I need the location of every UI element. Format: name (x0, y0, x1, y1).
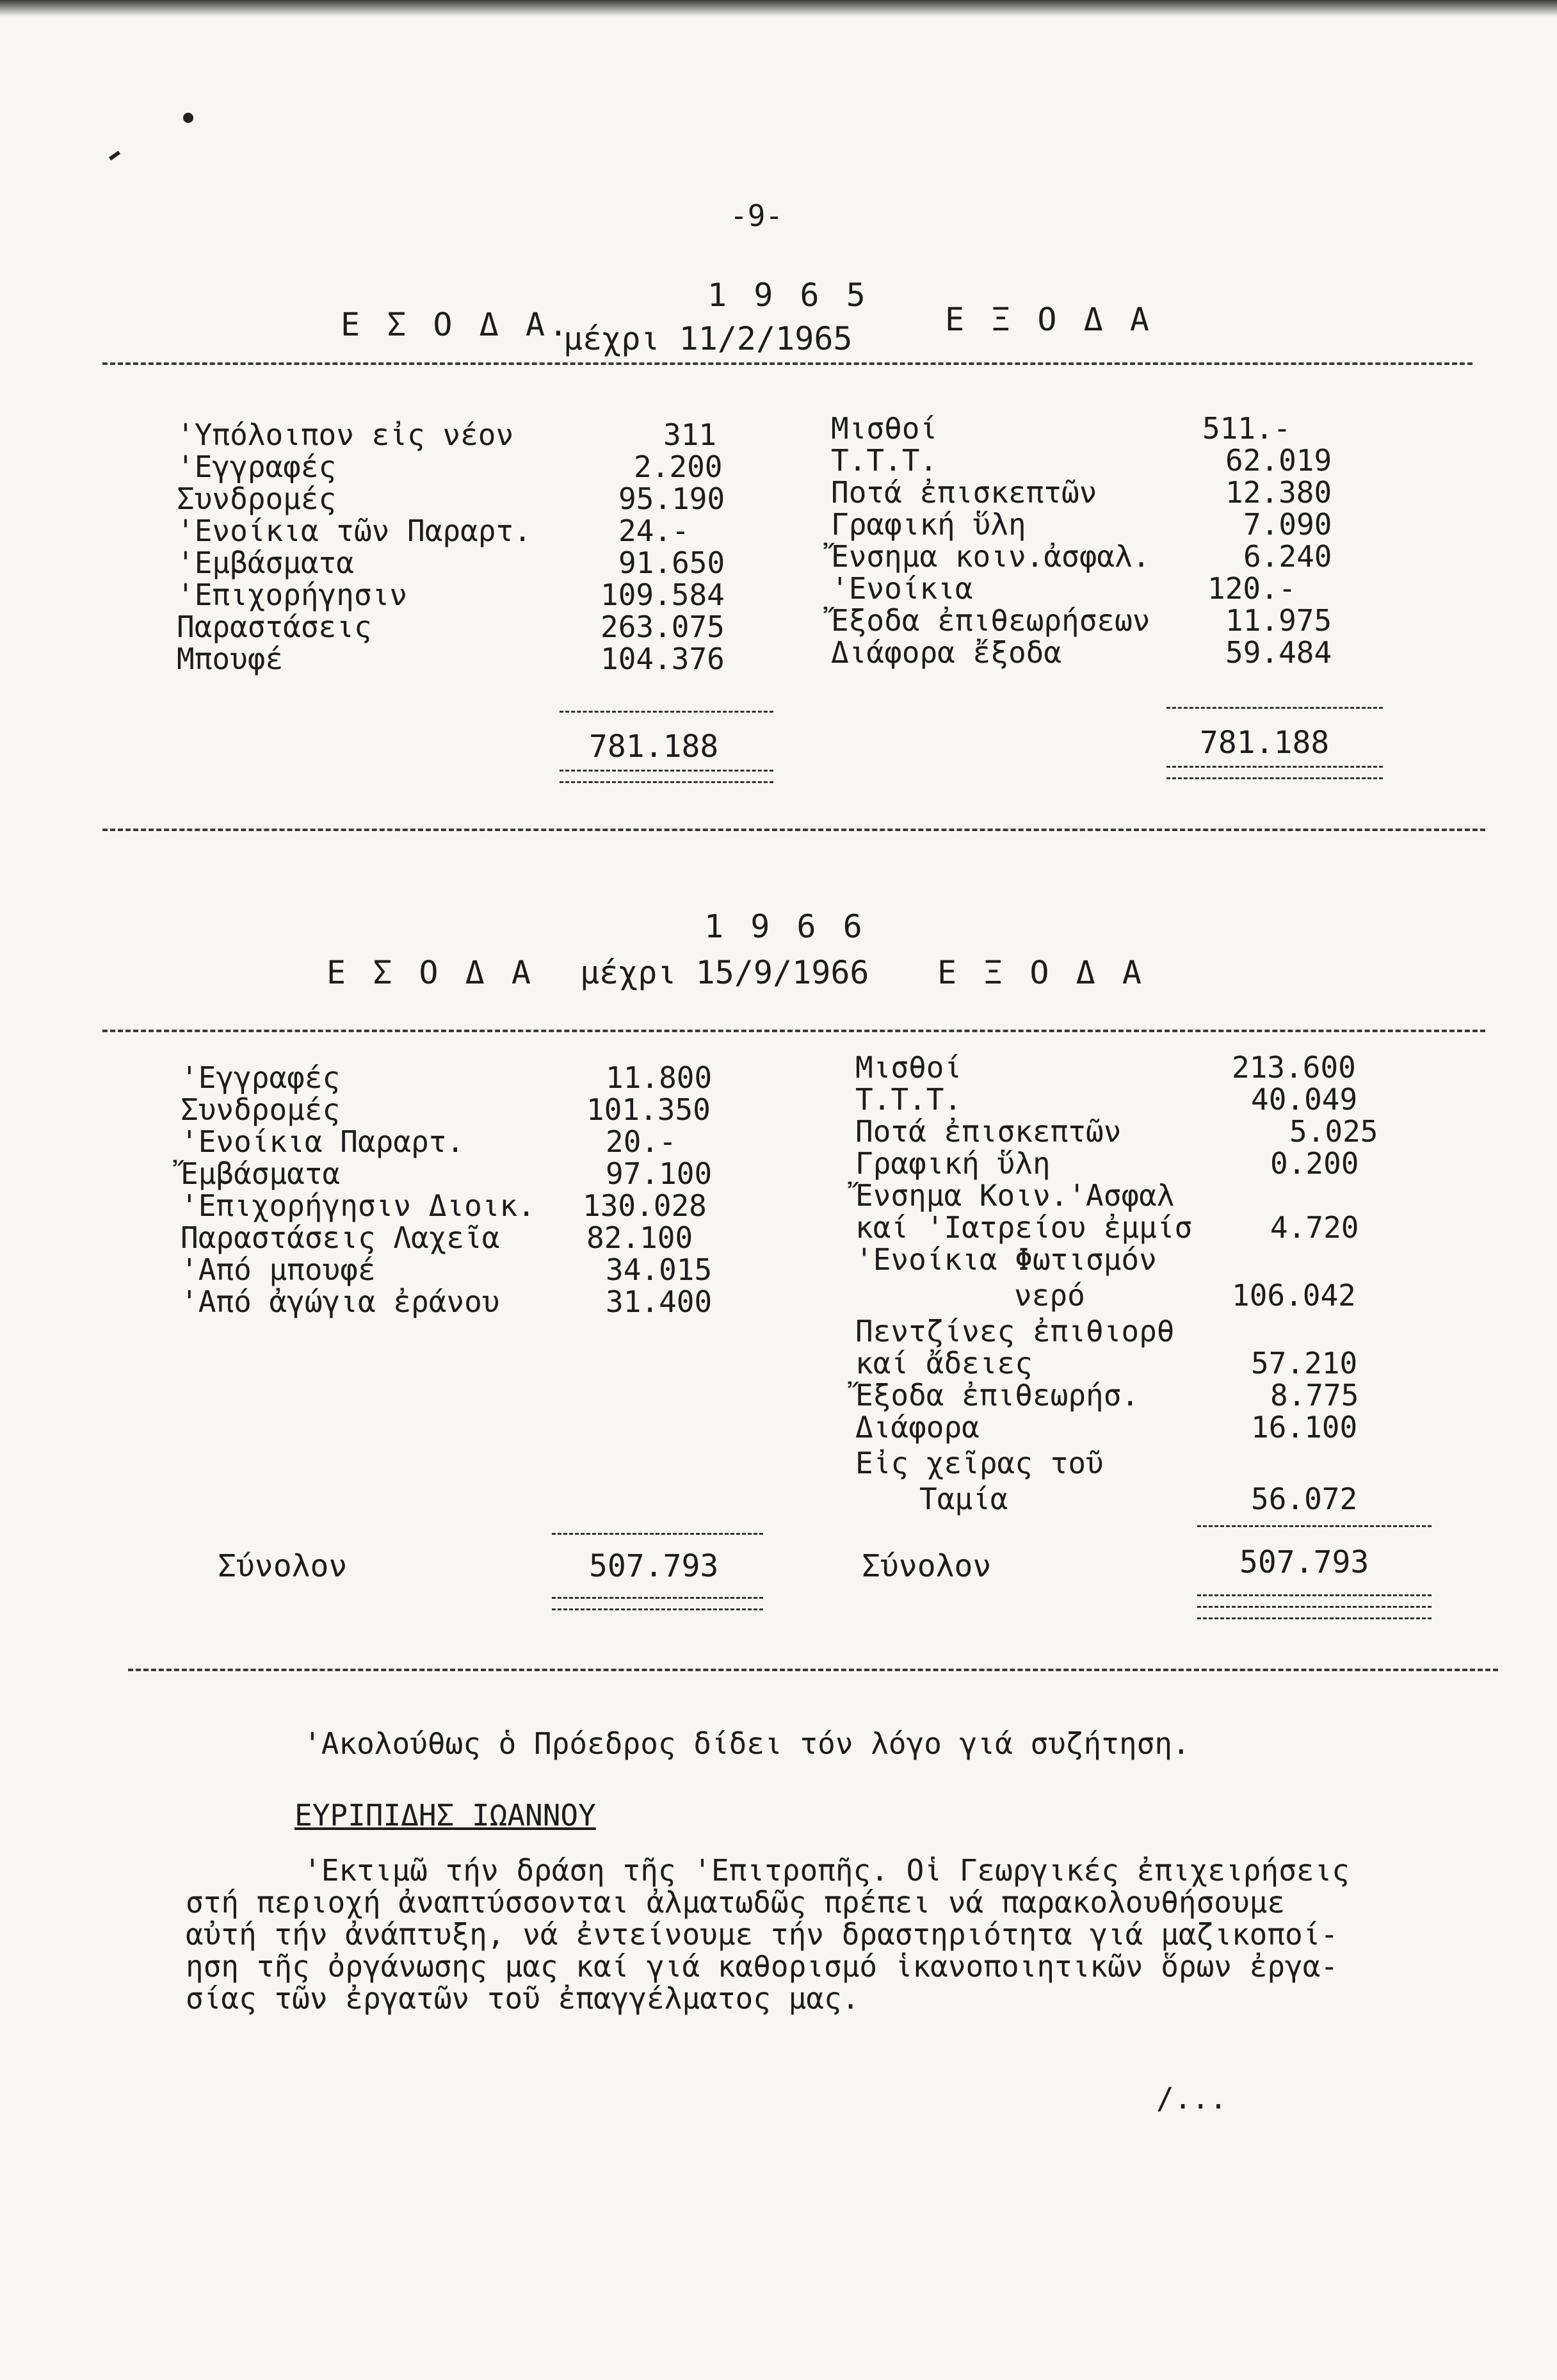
expense-amount: 12.380 (1225, 475, 1332, 510)
income-amount: 97.100 (606, 1156, 713, 1191)
expense-label: νερό (1014, 1278, 1085, 1313)
total-underline (552, 1597, 763, 1599)
income-label: 'Υπόλοιπον εἰς νέον (177, 417, 514, 452)
ink-dot (183, 113, 193, 123)
income-amount: 101.350 (586, 1092, 711, 1127)
income-amount: 82.100 (586, 1220, 693, 1255)
expense-label: καί ἄδειες (855, 1346, 1033, 1380)
income-amount: 130.028 (583, 1188, 707, 1223)
total-underline (560, 770, 773, 772)
expense-amount: 8.775 (1270, 1378, 1359, 1413)
expense-amount: 511.- (1202, 411, 1291, 446)
expense-label: Πεντζίνες ἐπιθιορθ (855, 1314, 1175, 1348)
income-label: 'Εγγραφές (181, 1060, 341, 1095)
income-amount: 20.- (606, 1124, 677, 1159)
expense-label: Διάφορα ἔξοδα (831, 635, 1062, 670)
expense-amount: 57.210 (1251, 1346, 1358, 1380)
income-label: 'Εγγραφές (177, 449, 337, 484)
expense-total-label: Σύνολον (862, 1548, 992, 1584)
expense-amount: 213.600 (1232, 1050, 1356, 1085)
expense-label: Ταμία (919, 1482, 1008, 1516)
speaker-name: ΕΥΡΙΠΙΔΗΣ ΙΩΑΝΝΟΥ (294, 1798, 596, 1833)
expense-label: Γραφική ὕλη (855, 1146, 1051, 1181)
income-label: 'Εμβάσματα (177, 546, 354, 580)
divider (102, 829, 1485, 831)
expense-amount: 5.025 (1289, 1114, 1378, 1149)
income-label: Μπουφέ (177, 642, 284, 676)
total-underline (552, 1608, 763, 1610)
income-heading-1965: Ε Σ Ο Δ Α. (341, 306, 572, 343)
expense-amount: 16.100 (1251, 1410, 1358, 1445)
income-label: Παραστάσεις (177, 610, 372, 644)
speech-line: στή περιοχή ἀναπτύσσονται ἀλματωδῶς πρέπει νά παρακολουθήσουμε (186, 1885, 1286, 1920)
expense-label: Τ.Τ.Τ. (831, 443, 938, 478)
income-amount: 311 (663, 417, 717, 452)
income-total: 507.793 (589, 1548, 719, 1584)
expense-label: Ἔξοδα ἐπιθεωρήσ. (855, 1378, 1140, 1413)
sum-rule (1197, 1525, 1432, 1527)
income-amount: 104.376 (601, 642, 725, 676)
expense-label: Γραφική ὕλη (831, 507, 1026, 542)
total-underline (1166, 777, 1383, 779)
expense-label: Εἰς χεῖρας τοῦ (855, 1446, 1104, 1480)
expense-label: 'Ενοίκια (831, 571, 973, 606)
total-underline (1166, 766, 1383, 768)
expense-amount: 106.042 (1232, 1278, 1356, 1313)
expense-label: Ἔξοδα ἐπιθεωρήσεων (831, 603, 1150, 638)
expense-amount: 62.019 (1225, 443, 1332, 478)
speech-line: 'Εκτιμῶ τήν δράση τῆς 'Επιτροπῆς. Οἱ Γεωργικές ἐπιχειρήσεις (303, 1853, 1350, 1888)
expense-label: Μισθοί (855, 1050, 962, 1085)
divider (102, 1030, 1485, 1032)
expense-label: 'Ενοίκια Φωτισμόν (855, 1242, 1157, 1277)
expense-label: Τ.Τ.Τ. (855, 1082, 962, 1117)
expense-label: Ποτά ἐπισκεπτῶν (855, 1114, 1122, 1149)
income-amount: 24.- (618, 514, 690, 548)
income-amount: 109.584 (601, 578, 725, 612)
income-label: 'Από ἀγώγια ἐράνου (181, 1284, 500, 1319)
expense-label: καί 'Ιατρείου ἐμμίσ (855, 1210, 1193, 1245)
expense-heading-1965: Ε Ξ Ο Δ Α (945, 301, 1153, 338)
speech-line: αὐτή τήν ἀνάπτυξη, νά ἐντείνουμε τήν δραστηριότητα γιά μαζικοποί- (186, 1917, 1339, 1952)
income-label: 'Ενοίκια τῶν Παραρτ. (177, 514, 531, 548)
sum-rule (552, 1533, 763, 1535)
period-1965: μέχρι 11/2/1965 (563, 320, 853, 357)
income-label: Συνδρομές (177, 482, 337, 516)
income-amount: 263.075 (601, 610, 725, 644)
intro-line: 'Ακολούθως ὁ Πρόεδρος δίδει τόν λόγο γιά συζήτηση. (303, 1726, 1190, 1761)
total-underline (1197, 1606, 1432, 1608)
income-label: Παραστάσεις Λαχεῖα (181, 1220, 500, 1255)
period-1966: μέχρι 15/9/1966 (580, 954, 869, 991)
expense-label: Ποτά ἐπισκεπτῶν (831, 475, 1097, 510)
income-amount: 95.190 (618, 482, 725, 516)
expense-label: Μισθοί (831, 411, 938, 446)
expense-total: 507.793 (1239, 1544, 1369, 1580)
income-amount: 34.015 (606, 1252, 713, 1287)
income-label: Ἔμβάσματα (181, 1156, 341, 1191)
expense-total: 781.188 (1200, 725, 1330, 761)
speech-line: ηση τῆς ὀργάνωσης μας καί γιά καθορισμό ἱκανοποιητικῶν ὅρων ἐργα- (186, 1949, 1339, 1984)
income-total-label: Σύνολον (218, 1548, 348, 1584)
year-1965: 1 9 6 5 (707, 277, 869, 314)
income-label: 'Επιχορήγησιν Διοικ. (181, 1188, 535, 1223)
page-number: -9- (730, 198, 784, 233)
expense-amount: 120.- (1207, 571, 1296, 606)
expense-amount: 6.240 (1243, 539, 1332, 574)
income-label: 'Ενοίκια Παραρτ. (181, 1124, 465, 1159)
expense-label: Ἔνσημα Κοιν.'Ασφαλ (855, 1178, 1175, 1213)
expense-amount: 0.200 (1270, 1146, 1359, 1181)
continuation-mark: /... (1156, 2081, 1227, 2116)
income-amount: 91.650 (618, 546, 725, 580)
year-1966: 1 9 6 6 (704, 908, 866, 945)
income-amount: 2.200 (634, 449, 723, 484)
income-label: Συνδρομές (181, 1092, 341, 1127)
total-underline (1197, 1594, 1432, 1596)
sum-rule (560, 711, 773, 713)
expense-amount: 4.720 (1270, 1210, 1359, 1245)
total-underline (1197, 1617, 1432, 1619)
income-label: 'Επιχορήγησιν (177, 578, 408, 612)
expense-amount: 40.049 (1251, 1082, 1358, 1117)
sum-rule (1166, 707, 1383, 709)
speech-line: σίας τῶν ἐργατῶν τοῦ ἐπαγγέλματος μας. (186, 1981, 860, 2016)
expense-amount: 11.975 (1225, 603, 1332, 638)
income-amount: 11.800 (606, 1060, 713, 1095)
scan-edge-top (0, 0, 1557, 17)
divider (102, 362, 1472, 365)
expense-amount: 56.072 (1251, 1482, 1358, 1516)
expense-label: Ἔνσημα κοιν.ἀσφαλ. (831, 539, 1150, 574)
income-heading-1966: Ε Σ Ο Δ Α (327, 954, 535, 991)
expense-heading-1966: Ε Ξ Ο Δ Α (937, 954, 1145, 991)
expense-label: Διάφορα (855, 1410, 980, 1445)
income-amount: 31.400 (606, 1284, 713, 1319)
divider (128, 1669, 1498, 1671)
expense-amount: 7.090 (1243, 507, 1332, 542)
total-underline (560, 781, 773, 783)
income-label: 'Από μπουφέ (181, 1252, 376, 1287)
expense-amount: 59.484 (1225, 635, 1332, 670)
ink-tick (109, 150, 120, 160)
income-total: 781.188 (589, 729, 719, 765)
